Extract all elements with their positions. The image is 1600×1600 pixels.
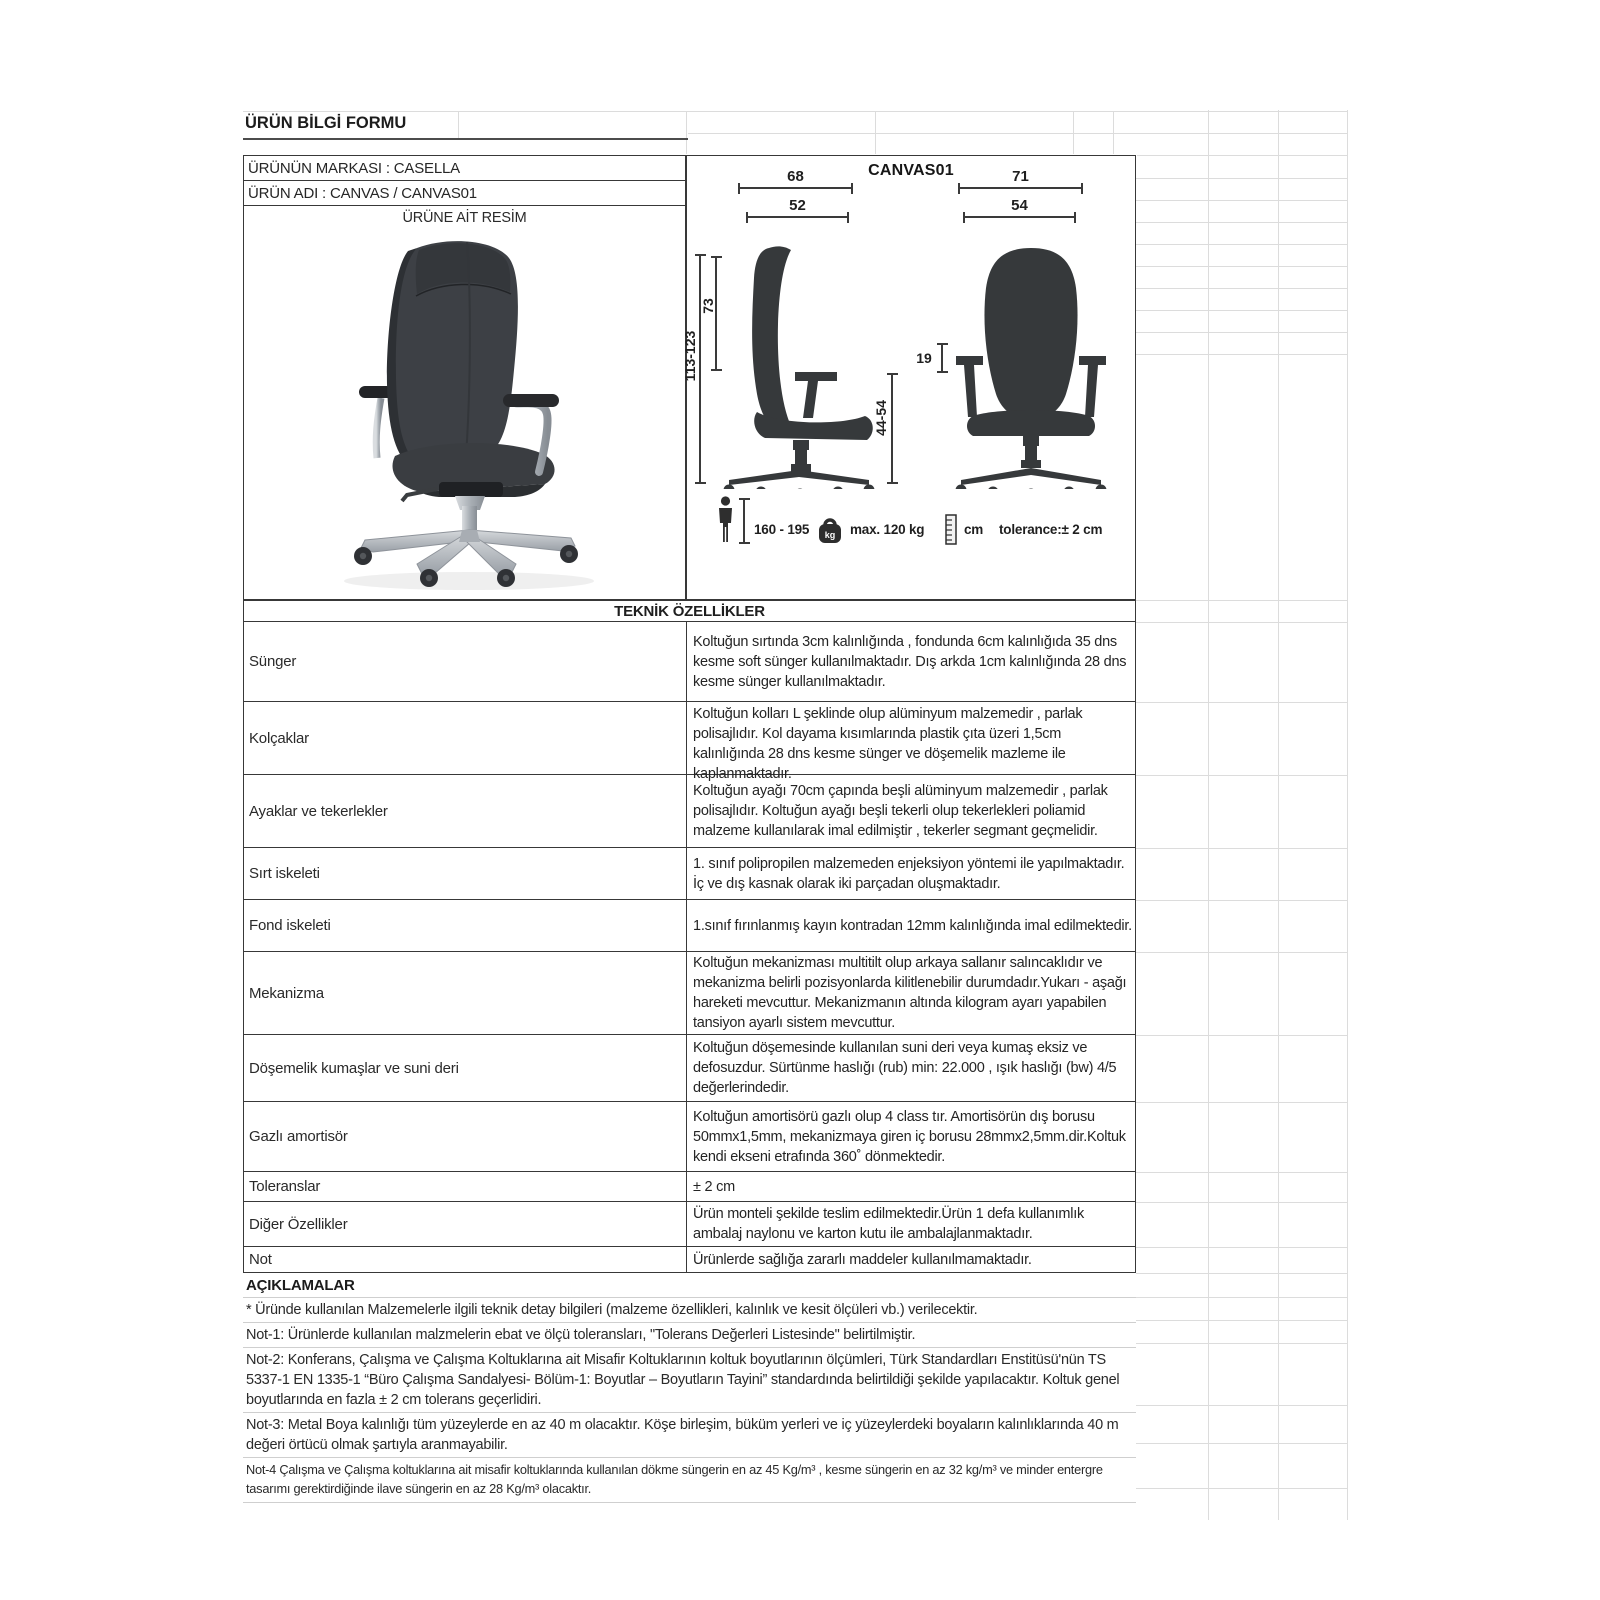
gridline xyxy=(1136,1405,1347,1406)
spec-row-kolcaklar xyxy=(244,702,1135,782)
product-info-box xyxy=(243,155,686,600)
spec-row-gazli-amortisor xyxy=(244,1102,1135,1172)
chair-side-view-drawing xyxy=(717,244,887,494)
spec-row-fond-iskeleti xyxy=(244,900,1135,952)
person-icon xyxy=(715,496,736,546)
spec-value-text: Ürün monteli şekilde teslim edilmektedir.Ürün 1 defa kullanımlık ambalaj naylonu ve karton kutu ile ambalajlanmaktadır. xyxy=(693,1206,1084,1242)
spec-value-text: Koltuğun döşemesinde kullanılan suni deri veya kumaş eksiz ve defosuzdur. Sürtünme haslığı (rub) min: 22.000 , ışık haslığı (bw) 4/5 değerlerindedir. xyxy=(693,1040,1117,1096)
spec-label: Ayaklar ve tekerlekler xyxy=(244,775,687,847)
remark-note: Not-3: Metal Boya kalınlığı tüm yüzeylerde en az 40 m olacaktır. Köşe birleşim, büküm yerleri ve iç yüzeylerdeki boyaların kalınlıklarında 40 m değeri örtücü olmak şartıyla aranmayabilir. xyxy=(243,1413,1136,1458)
spec-value xyxy=(687,848,1135,899)
ruler-icon xyxy=(945,514,957,545)
gridline xyxy=(1136,900,1347,901)
image-caption: ÜRÜNE AİT RESİM xyxy=(402,209,527,226)
dim-back-height: 73 xyxy=(700,298,716,314)
dim-back-seat-width: 54 xyxy=(1011,197,1028,214)
spec-label: Fond iskeleti xyxy=(244,900,687,951)
spec-value-text: Koltuğun ayağı 70cm çapında beşli alüminyum malzemedir , parlak polisajlıdır. Koltuğun ayağı beşli tekerli olup tekerlekleri poliamid malzeme kullanılarak imal edilmiştir , tekerler segmant geçmelidir. xyxy=(693,783,1108,839)
gridline xyxy=(1136,1172,1347,1173)
gridline xyxy=(1136,222,1347,223)
dim-line xyxy=(963,216,1076,218)
weight-icon xyxy=(817,514,843,545)
remark-note: Not-4 Çalışma ve Çalışma koltuklarına ait misafir koltuklarında kullanılan dökme süngerin en az 45 Kg/m³ , kesme süngerin en az 32 kg/m³ ve minder entergre tasarımı gerektirdiğinde ilave süngerin en az 28 Kg/m³ olacaktır. xyxy=(243,1458,1136,1503)
spec-value xyxy=(687,1172,1135,1201)
spec-row-diger-ozellikler xyxy=(244,1202,1135,1247)
dim-line xyxy=(746,216,849,218)
gridline xyxy=(458,112,459,138)
spec-value xyxy=(687,1202,1135,1246)
spec-row-sunger xyxy=(244,622,1135,702)
chair-back-view-icon xyxy=(953,244,1109,489)
gridline xyxy=(1136,848,1347,849)
gridline xyxy=(1136,310,1347,311)
spec-label: Kolçaklar xyxy=(244,702,687,774)
ruler-icon xyxy=(945,514,957,550)
spec-row-not xyxy=(244,1247,1135,1273)
title-underline xyxy=(243,138,688,140)
gridline xyxy=(1136,200,1347,201)
gridline xyxy=(1208,110,1209,1520)
gridline xyxy=(1136,1202,1347,1203)
chair-side-view-icon xyxy=(717,244,887,489)
gridline xyxy=(1136,952,1347,953)
gridline xyxy=(243,111,1347,112)
spec-label: Gazlı amortisör xyxy=(244,1102,687,1171)
dim-back-total-width: 71 xyxy=(1012,168,1029,185)
gridline xyxy=(1136,1443,1347,1444)
gridline xyxy=(1136,1035,1347,1036)
gridline xyxy=(1136,178,1347,179)
spec-row-ayaklar xyxy=(244,775,1135,848)
spec-value-text: Ürünlerde sağlığa zararlı maddeler kullanılmamaktadır. xyxy=(693,1251,1032,1268)
spec-value xyxy=(687,622,1135,701)
spec-value-text: Koltuğun mekanizması multitilt olup arkaya sallanır salıncaklıdır ve mekanizma belirli pozisyonlarda kilitlenebilir durumdadır.Yukarı - aşağı hareketi mevcuttur. Mekanizmanın altında kilogram ayarı yapabilen tansiyon ayarlı sistem mevcuttur. xyxy=(693,955,1127,1031)
gridline xyxy=(1136,1297,1347,1298)
spec-value-text: ± 2 cm xyxy=(693,1178,735,1195)
spec-value xyxy=(687,702,1135,782)
spec-value-text: Koltuğun kolları L şeklinde olup alüminyum malzemedir , parlak polisajlıdır. Kol dayama kısımlarında plastik çıta üzeri 1,5cm kalınlığında 28 dns kesme sünger ve döşemelik mazleme ile kaplanmaktadır. xyxy=(693,706,1083,782)
spec-value xyxy=(687,1102,1135,1171)
spec-label: Sünger xyxy=(244,622,687,701)
spec-row-sirt-iskeleti xyxy=(244,848,1135,900)
spec-label: Not xyxy=(244,1247,687,1272)
gridline xyxy=(1136,1273,1347,1274)
gridline xyxy=(1136,702,1347,703)
specs-table xyxy=(243,600,1136,1273)
max-weight-label: max. 120 kg xyxy=(850,522,925,537)
remark-note: Not-1: Ürünlerde kullanılan malzmelerin ebat ve ölçü toleransları, "Tolerans Değerleri Listesinde" belirtilmiştir. xyxy=(243,1323,1136,1348)
dim-line xyxy=(958,187,1083,189)
page-title: ÜRÜN BİLGİ FORMU xyxy=(245,114,407,132)
gridline xyxy=(688,133,1347,134)
dim-seat-height: 44-54 xyxy=(873,400,889,436)
unit-label: cm xyxy=(964,522,984,537)
gridline xyxy=(1136,288,1347,289)
dim-line xyxy=(941,343,943,373)
spec-value-text: 1.sınıf fırınlanmış kayın kontradan 12mm kalınlığında imal edilmektedir. xyxy=(693,917,1132,934)
spec-value xyxy=(687,1035,1135,1101)
dim-armrest-height: 19 xyxy=(916,350,932,366)
person-height-line xyxy=(743,498,745,544)
spec-row-dosemelik xyxy=(244,1035,1135,1102)
spec-value-text: Koltuğun sırtında 3cm kalınlığında , fondunda 6cm kalınlığıda 35 dns kesme soft sünger kullanılmaktadır. Dış arkda 1cm kalınlığında 28 dns kesme sünger kullanılmaktadır. xyxy=(693,633,1127,690)
remark-note: Not-2: Konferans, Çalışma ve Çalışma Koltuklarına ait Misafir Koltuklarının koltuk boyutlarının ölçümleri, Türk Standardları Enstitüsü'nün TS 5337-1 EN 1335-1 “Büro Çalışma Sandalyesi- Bölüm-1: Boyutlar – Boyutların Tayini” standardında belirtildiği şekilde yapılacaktır. Koltuk genel boyutlarında en fazla ± 2 cm tolerans geçerlidiri. xyxy=(243,1348,1136,1413)
gridline xyxy=(1136,1343,1347,1344)
brand-row: ÜRÜNÜN MARKASI : CASELLA xyxy=(244,156,685,181)
spec-value-text: Koltuğun amortisörü gazlı olup 4 class tır. Amortisörün dış borusu 50mmx1,5mm, mekanizmaya giren iç borusu 28mmx2,5mm.dir.Koltuk kendi ekseni etrafında 360˚ dönmektedir. xyxy=(693,1108,1126,1165)
kg-badge: kg xyxy=(824,530,836,540)
spec-label: Mekanizma xyxy=(244,952,687,1034)
office-chair-photo-illustration xyxy=(299,234,629,594)
gridline xyxy=(1136,1320,1347,1321)
gridline xyxy=(1136,354,1347,355)
gridline xyxy=(1136,622,1347,623)
spec-value xyxy=(687,775,1135,847)
spec-value xyxy=(687,900,1135,951)
gridline xyxy=(686,112,687,154)
spec-label: Toleranslar xyxy=(244,1172,687,1201)
gridline xyxy=(1136,1247,1347,1248)
gridline xyxy=(1136,775,1347,776)
remarks-title: AÇIKLAMALAR xyxy=(243,1273,1136,1298)
spec-value-text: 1. sınıf polipropilen malzemeden enjeksiyon yöntemi ile yapılmaktadır. İç ve dış kasnak olarak iki parçadan oluşmaktadır. xyxy=(693,855,1125,892)
dim-line xyxy=(891,373,893,484)
spec-value xyxy=(687,952,1135,1034)
weight-icon xyxy=(817,514,843,550)
model-label: CANVAS01 xyxy=(868,162,954,179)
chair-back-view-drawing xyxy=(953,244,1109,494)
remarks-section xyxy=(243,1273,1136,1503)
gridline xyxy=(1136,244,1347,245)
spec-label: Döşemelik kumaşlar ve suni deri xyxy=(244,1035,687,1101)
technical-drawing-box xyxy=(682,155,1136,600)
spec-label: Diğer Özellikler xyxy=(244,1202,687,1246)
gridline xyxy=(1347,110,1348,1520)
gridline xyxy=(1136,266,1347,267)
person-icon xyxy=(715,496,736,551)
specs-title: TEKNİK ÖZELLİKLER xyxy=(244,600,1135,622)
gridline xyxy=(1136,1488,1347,1489)
spec-row-mekanizma xyxy=(244,952,1135,1035)
dim-side-seat-width: 52 xyxy=(789,197,806,214)
tolerance-label: tolerance:± 2 cm xyxy=(999,522,1103,537)
spec-row-toleranslar xyxy=(244,1172,1135,1202)
dim-side-total-width: 68 xyxy=(787,168,804,185)
remark-note: * Üründe kullanılan Malzemelerle ilgili teknik detay bilgileri (malzeme özellikleri, kalınlık ve kesit ölçüleri vb.) verilecektir. xyxy=(243,1298,1136,1323)
gridline xyxy=(1137,155,1347,156)
product-name-row: ÜRÜN ADI : CANVAS / CANVAS01 xyxy=(244,181,685,206)
gridline xyxy=(1136,1102,1347,1103)
spec-value xyxy=(687,1247,1135,1272)
person-height-range: 160 - 195 xyxy=(754,522,810,537)
product-photo xyxy=(299,234,629,594)
dim-line xyxy=(738,187,853,189)
spec-label: Sırt iskeleti xyxy=(244,848,687,899)
gridline xyxy=(1136,600,1347,601)
gridline xyxy=(1278,110,1279,1520)
gridline xyxy=(1136,332,1347,333)
dim-total-height: 113-123 xyxy=(682,330,698,382)
